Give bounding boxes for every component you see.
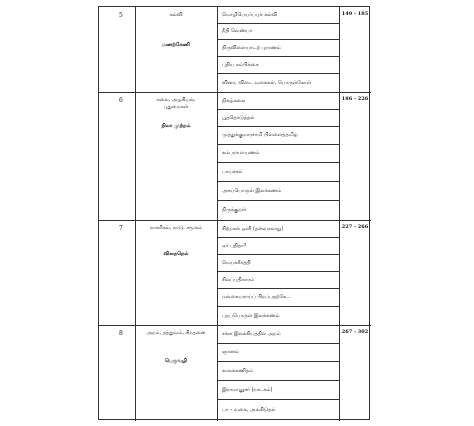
lesson-name: மங்கையராய்ப் பிறப்பதற்கே... bbox=[222, 294, 291, 300]
lesson-name: நிகழ்கலை bbox=[222, 98, 246, 104]
lesson-name: ஞானம் bbox=[222, 349, 239, 355]
page-range: 149 - 185 bbox=[341, 11, 369, 17]
unit-number: 6 bbox=[119, 97, 123, 104]
lesson-name: கம்பராமாயணம் bbox=[222, 150, 260, 156]
lesson-row-divider bbox=[217, 361, 339, 362]
unit-separator bbox=[99, 220, 371, 221]
unit-number: 8 bbox=[119, 330, 123, 337]
lesson-name: வினா, விடை வகைகள், பொருள்கோள் bbox=[222, 80, 312, 86]
page-range: 227 - 266 bbox=[341, 224, 369, 230]
lesson-name: பா – வகை, அலகிடுதல் bbox=[222, 407, 276, 413]
lesson-row-divider bbox=[217, 162, 339, 163]
lesson-row-divider bbox=[217, 23, 339, 24]
lesson-row-divider bbox=[217, 200, 339, 201]
lesson-name: முத்துக்குமாரசாமி பிள்ளைத்தமிழ் bbox=[222, 132, 298, 138]
lesson-row-divider bbox=[217, 343, 339, 344]
unit-separator bbox=[99, 92, 371, 93]
lesson-name: திருக்குறள் bbox=[222, 207, 247, 213]
column-divider bbox=[339, 7, 340, 421]
lesson-name: மெய்க்கீர்த்தி bbox=[222, 260, 251, 266]
lesson-name: சிலப்பதிகாரம் bbox=[222, 277, 255, 283]
lesson-name: இராமானுசர் (நாடகம்) bbox=[222, 387, 273, 393]
lesson-row-divider bbox=[217, 144, 339, 145]
page-range: 186 - 226 bbox=[341, 96, 369, 102]
lesson-name: பூத்தொடுத்தல் bbox=[222, 115, 255, 121]
lesson-name: பாய்ச்சல் bbox=[222, 169, 243, 175]
lesson-row-divider bbox=[217, 109, 339, 110]
lesson-row-divider bbox=[217, 56, 339, 57]
syllabus-table bbox=[98, 6, 370, 420]
lesson-row-divider bbox=[217, 399, 339, 400]
lesson-row-divider bbox=[217, 126, 339, 127]
lesson-row-divider bbox=[217, 306, 339, 307]
lesson-row-divider bbox=[217, 288, 339, 289]
lesson-name: புறப்பொருள் இலக்கணம் bbox=[222, 313, 280, 319]
lesson-name: ஏர் புதிதா? bbox=[222, 243, 247, 249]
lesson-row-divider bbox=[217, 271, 339, 272]
unit-theme: கல்வி bbox=[169, 12, 183, 18]
unit-theme: நாகரிகம், நாடு, சமூகம் bbox=[149, 225, 202, 231]
unit-title: விதைநெல் bbox=[163, 251, 189, 257]
lesson-row-divider bbox=[217, 254, 339, 255]
lesson-row-divider bbox=[217, 380, 339, 381]
lesson-name: சிற்றகல் ஒளி (தன்வரலாறு) bbox=[222, 226, 284, 232]
lesson-name: மொழிபெயர்ப்புக் கல்வி bbox=[222, 12, 278, 18]
lesson-row-divider bbox=[217, 73, 339, 74]
unit-theme: கலை, அழகியல், bbox=[156, 97, 196, 103]
unit-title: பெருவழி bbox=[165, 358, 187, 364]
unit-title: மணற்கேணி bbox=[162, 42, 190, 48]
unit-theme: புதுமைகள் bbox=[163, 104, 189, 110]
lesson-name: திருவிளையாடற் புராணம் bbox=[222, 45, 281, 51]
unit-title: நிலா முற்றம் bbox=[161, 123, 191, 129]
lesson-row-divider bbox=[217, 237, 339, 238]
lesson-row-divider bbox=[217, 181, 339, 182]
unit-number: 7 bbox=[119, 225, 123, 232]
unit-number: 5 bbox=[119, 12, 123, 19]
lesson-name: புதிய நம்பிக்கை bbox=[222, 62, 259, 68]
lesson-name: அகப்பொருள் இலக்கணம் bbox=[222, 188, 282, 194]
lesson-name: நீதி வெண்பா bbox=[222, 28, 253, 34]
lesson-name: சங்க இலக்கியத்தில் அறம் bbox=[222, 331, 281, 337]
unit-separator bbox=[99, 325, 371, 326]
unit-theme: அறம், தத்துவம், சிந்தனை bbox=[146, 330, 206, 336]
lesson-row-divider bbox=[217, 39, 339, 40]
lesson-name: காலக்கணிதம் bbox=[222, 368, 254, 374]
page-range: 267 - 302 bbox=[341, 329, 369, 335]
column-divider bbox=[217, 7, 218, 421]
